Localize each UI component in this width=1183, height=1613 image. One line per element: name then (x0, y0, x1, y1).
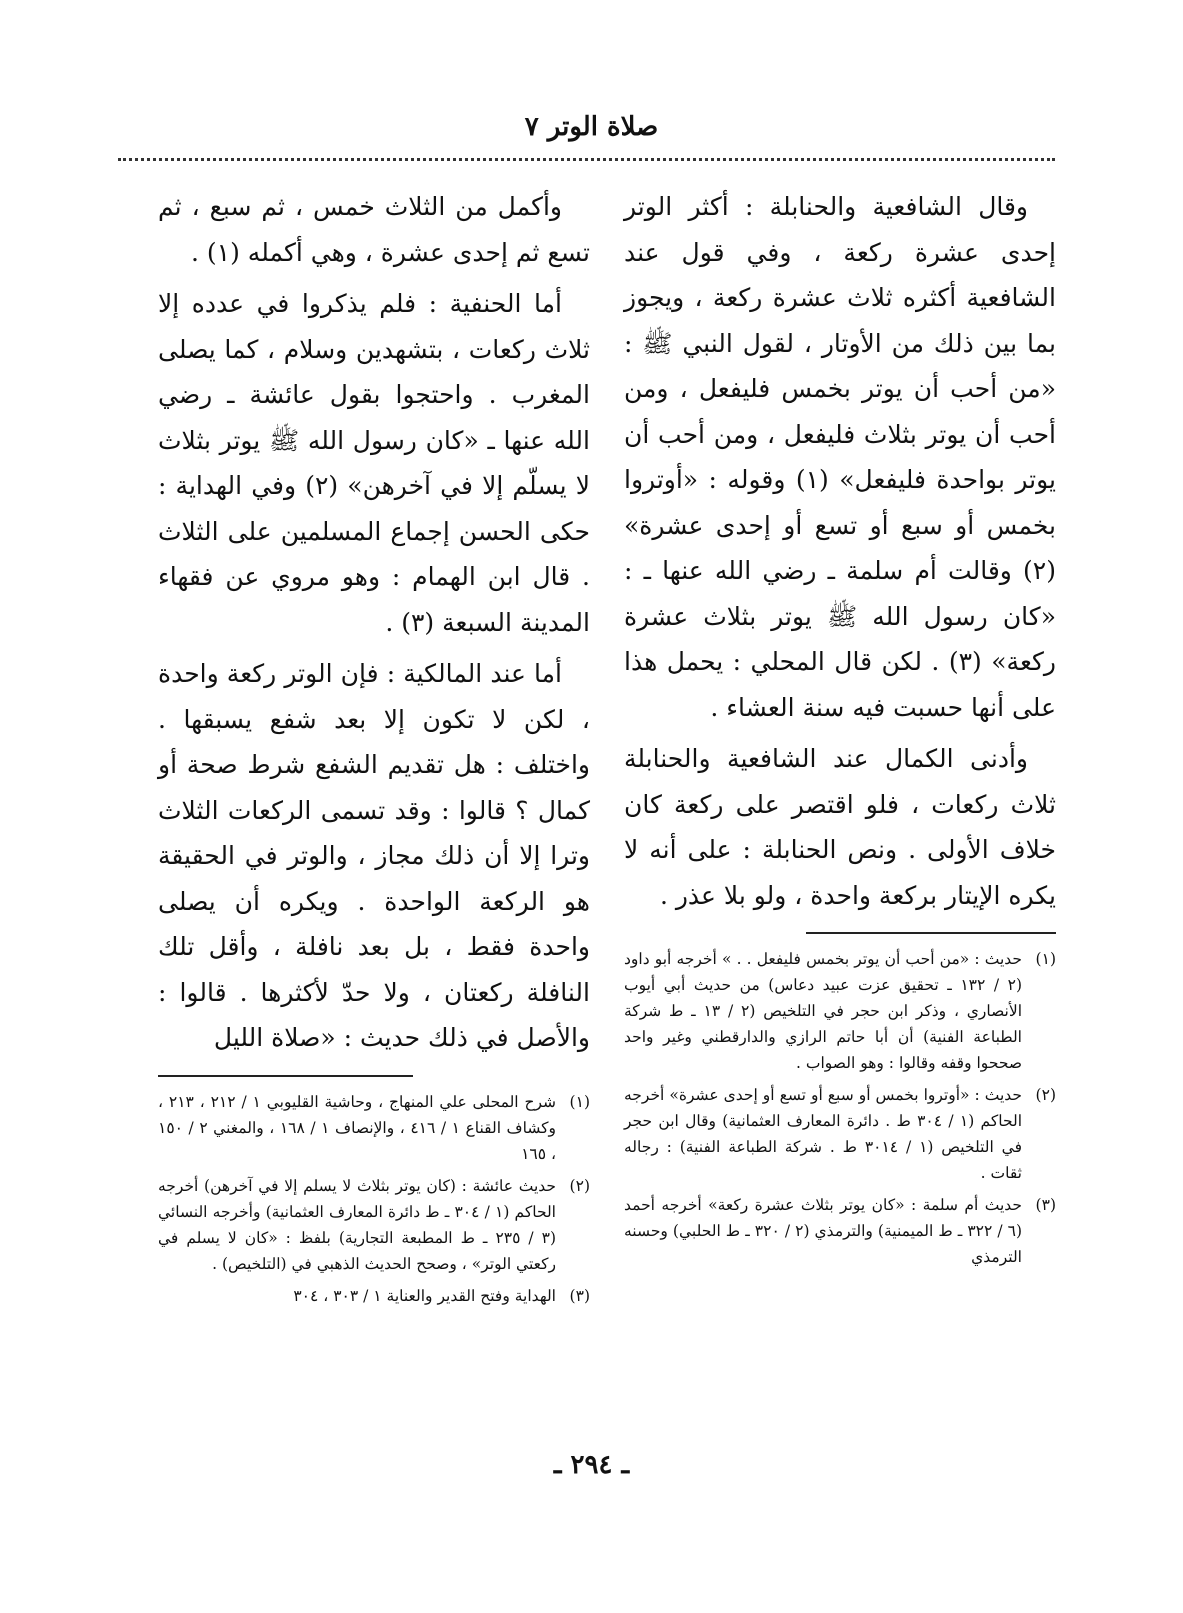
footnote-text: حديث : «من أحب أن يوتر بخمس فليفعل . . » أخرجه أبو داود (٢ / ١٣٢ ـ تحقيق عزت عبيد دعاس) من حديث أبي أيوب الأنصاري ، وذكر ابن حجر في التلخيص (٢ / ١٣ ـ ط شركة الطباعة الفنية) أن أبا حاتم الرازي والدارقطني وغير واحد صححوا وقفه وقالوا : وهو الصواب . (624, 950, 1023, 1072)
footnote-divider (158, 1075, 413, 1077)
right-paragraph-1: وقال الشافعية والحنابلة : أكثر الوتر إحدى عشرة ركعة ، وفي قول عند الشافعية أكثره ثلاث عشرة ركعة ، ويجوز بما بين ذلك من الأوتار ، لقول النبي ﷺ : «من أحب أن يوتر بخمس فليفعل ، ومن أحب أن يوتر بثلاث فليفعل ، ومن أحب أن يوتر بواحدة فليفعل» (١) وقوله : «أوتروا بخمس أو سبع أو تسع أو إحدى عشرة» (٢) وقالت أم سلمة ـ رضي الله عنها ـ : «كان رسول الله ﷺ يوتر بثلاث عشرة ركعة» (٣) . لكن قال المحلي : يحمل هذا على أنها حسبت فيه سنة العشاء . (624, 192, 1057, 722)
footnote-number: (١) (1035, 950, 1056, 968)
footnote-number: (٢) (569, 1176, 590, 1195)
left-paragraph-2: أما الحنفية : فلم يذكروا في عدده إلا ثلاث ركعات ، بتشهدين وسلام ، كما يصلى المغرب . واحتجوا بقول عائشة ـ رضي الله عنها ـ «كان رسول الله ﷺ يوتر بثلاث لا يسلّم إلا في آخرهن» (٢) وفي الهداية : حكى الحسن إجماع المسلمين على الثلاث . قال ابن الهمام : وهو مروي عن فقهاء المدينة السبعة (٣) . (158, 289, 590, 637)
page-title: صلاة الوتر ٧ (524, 112, 659, 142)
footnote-number: (٣) (569, 1286, 590, 1305)
footnote (624, 1192, 1056, 1270)
footnote-number: (١) (569, 1092, 590, 1111)
header-divider (118, 158, 1055, 161)
right-paragraph-2: وأدنى الكمال عند الشافعية والحنابلة ثلاث ركعات ، فلو اقتصر على ركعة كان خلاف الأولى . ونص الحنابلة : على أنه لا يكره الإيتار بركعة واحدة ، ولو بلا عذر . (624, 744, 1056, 910)
footnote-text: حديث أم سلمة : «كان يوتر بثلاث عشرة ركعة» أخرجه أحمد (٦ / ٣٢٢ ـ ط الميمنية) والترمذي (٢ / ٣٢٠ ـ ط الحلبي) وحسنه الترمذي (624, 1196, 1023, 1266)
footnote (158, 1283, 590, 1309)
left-footnotes (158, 1089, 590, 1309)
left-paragraph-3: أما عند المالكية : فإن الوتر ركعة واحدة ، لكن لا تكون إلا بعد شفع يسبقها . واختلف : هل تقديم الشفع شرط صحة أو كمال ؟ قالوا : وقد تسمى الركعات الثلاث وترا إلا أن ذلك مجاز ، والوتر في الحقيقة هو الركعة الواحدة . ويكره أن يصلى واحدة فقط ، بل بعد نافلة ، وأقل تلك النافلة ركعتان ، ولا حدّ لأكثرها . قالوا : والأصل في ذلك حديث : «صلاة الليل (158, 659, 590, 1052)
footnote (158, 1173, 590, 1277)
footnote-text: شرح المحلى علي المنهاج ، وحاشية القليوبي ١ / ٢١٢ ، ٢١٣ ، وكشاف القناع ١ / ٤١٦ ، والإنصاف ١ / ١٦٨ ، والمغني ٢ / ١٥٠ ، ١٦٥ (158, 1092, 557, 1163)
page-number: ـ ٢٩٤ ـ (553, 1450, 630, 1480)
footnote-divider (806, 932, 1056, 934)
footnote-text: حديث عائشة : (كان يوتر بثلاث لا يسلم إلا في آخرهن) أخرجه الحاكم (١ / ٣٠٤ ـ ط دائرة المعارف العثمانية) وأخرجه النسائي (٣ / ٢٣٥ ـ ط المطبعة التجارية) بلفظ : «كان لا يسلم في ركعتي الوتر» ، وصحح الحديث الذهبي في (التلخيص) . (158, 1176, 557, 1273)
footnote (158, 1089, 590, 1167)
footnote-number: (٢) (1035, 1086, 1056, 1104)
footnote (624, 946, 1056, 1076)
right-footnotes (624, 946, 1056, 1270)
footnote-text: الهداية وفتح القدير والعناية ١ / ٣٠٣ ، ٣٠٤ (293, 1286, 556, 1305)
footnote-number: (٣) (1035, 1196, 1056, 1214)
left-paragraph-1: وأكمل من الثلاث خمس ، ثم سبع ، ثم تسع ثم إحدى عشرة ، وهي أكمله (١) . (158, 192, 590, 267)
right-column (624, 184, 1056, 1276)
footnote-text: حديث : «أوتروا بخمس أو سبع أو تسع أو إحدى عشرة» أخرجه الحاكم (١ / ٣٠٤ ط . دائرة المعارف العثمانية) وقال ابن حجر في التلخيص (١ / ٣٠١٤ ط . شركة الطباعة الفنية) : رجاله ثقات . (624, 1086, 1022, 1182)
footnote (624, 1082, 1056, 1186)
left-column (158, 184, 590, 1315)
